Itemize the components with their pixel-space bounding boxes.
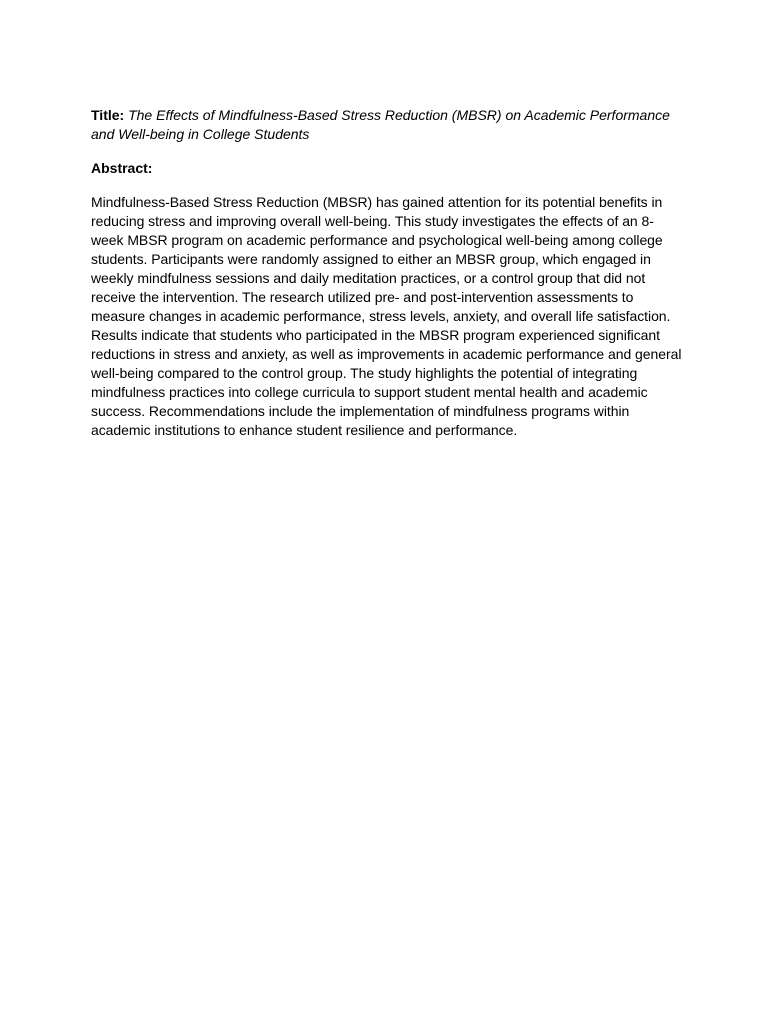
document-title <box>91 106 683 144</box>
title-label: Title: <box>91 107 125 123</box>
abstract-body: Mindfulness-Based Stress Reduction (MBSR) has gained attention for its potential benefits in reducing stress and improving overall well-being. This study investigates the effects of an 8-week MBSR program on academic performance and psychological well-being among college students. Participants were randomly assigned to either an MBSR group, which engaged in weekly mindfulness sessions and daily meditation practices, or a control group that did not receive the intervention. The research utilized pre- and post-intervention assessments to measure changes in academic performance, stress levels, anxiety, and overall life satisfaction. Results indicate that students who participated in the MBSR program experienced significant reductions in stress and anxiety, as well as improvements in academic performance and general well-being compared to the control group. The study highlights the potential of integrating mindfulness practices into college curricula to support student mental health and academic success. Recommendations include the implementation of mindfulness programs within academic institutions to enhance student resilience and performance. <box>91 194 682 438</box>
abstract-heading: Abstract: <box>91 160 153 176</box>
title-text: The Effects of Mindfulness-Based Stress Reduction (MBSR) on Academic Performance and Well-being in College Students <box>91 107 670 142</box>
document-content <box>91 106 683 440</box>
